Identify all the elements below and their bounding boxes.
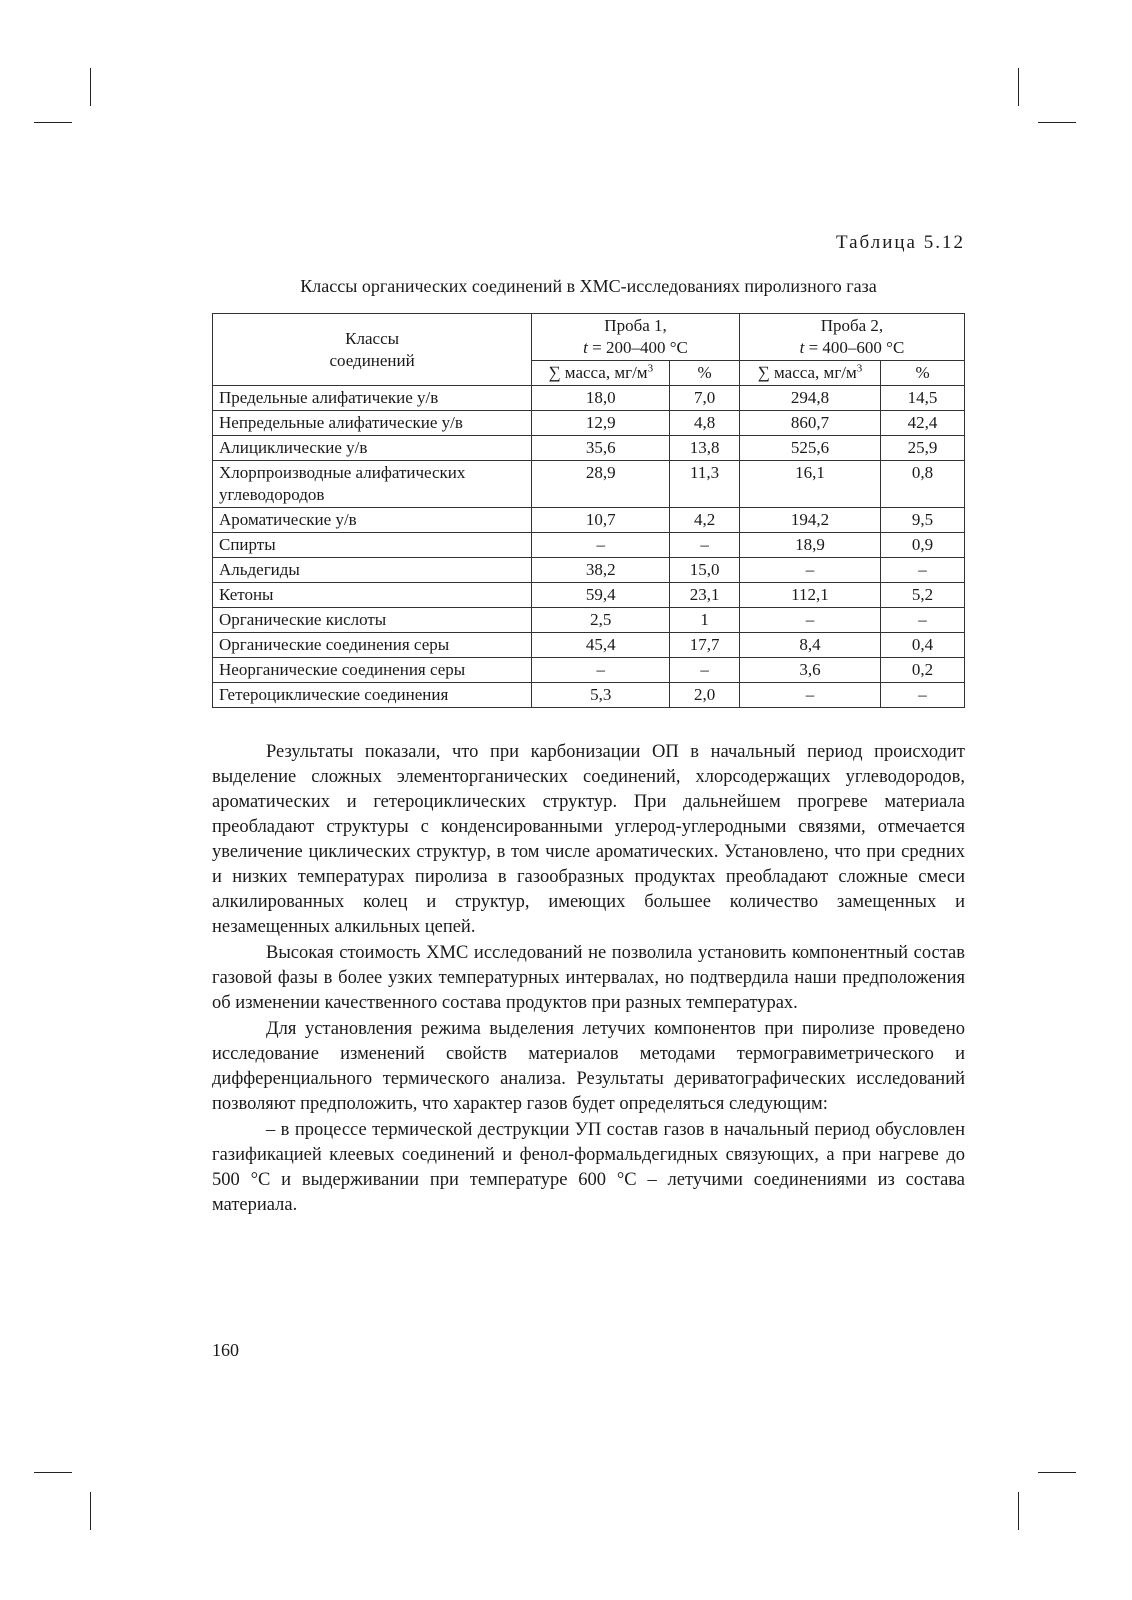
header-sample-1: Проба 1, t = 200–400 °С bbox=[532, 314, 740, 361]
table-row: Органические соединения серы 45,4 17,7 8,4 0,4 bbox=[213, 633, 965, 658]
crop-mark-bottom-right-v bbox=[1018, 1492, 1019, 1530]
table-row: Хлорпроизводные алифатических углеводородов 28,9 11,3 16,1 0,8 bbox=[213, 461, 965, 508]
paragraph: Результаты показали, что при карбонизации ОП в начальный период происходит выделение сложных элементорганических соединений, хлорсодержащих углеводородов, ароматических и гетероциклических структур. При дальнейшем прогреве материала преобладают структуры с конденсированными углерод-углеродными связями, отмечается увеличение циклических структур, в том числе ароматических. Установлено, что при средних и низких температурах пиролиза в газообразных продуктах преобладают сложные смеси алкилированных колец и структур, имеющих большее количество замещенных и незамещенных алкильных цепей. bbox=[212, 742, 965, 937]
header-percent-1: % bbox=[670, 361, 740, 386]
table-row: Гетероциклические соединения 5,3 2,0 – – bbox=[213, 683, 965, 708]
table-row: Альдегиды 38,2 15,0 – – bbox=[213, 558, 965, 583]
header-mass-1: ∑ масса, $мг/м^3$ bbox=[532, 361, 670, 386]
paragraph: Для установления режима выделения летучих компонентов при пиролизе проведено исследование изменений свойств материалов методами термогравиметрического и дифференциального термического анализа. Результаты дериватографических исследований позволяют предположить, что характер газов будет определяться следующим: bbox=[212, 1019, 965, 1114]
crop-mark-top-right-h bbox=[1038, 122, 1076, 123]
table-caption: Классы органических соединений в ХМС-исследованиях пиролизного газа bbox=[300, 276, 877, 296]
header-classes: Классы соединений bbox=[213, 314, 532, 386]
crop-mark-bottom-right-h bbox=[1038, 1472, 1076, 1473]
crop-mark-top-left-h bbox=[34, 122, 72, 123]
crop-mark-top-right-v bbox=[1018, 68, 1019, 106]
body-text bbox=[212, 740, 965, 1219]
compound-classes-table bbox=[212, 313, 965, 708]
table-row: Спирты – – 18,9 0,9 bbox=[213, 533, 965, 558]
table-row: Непредельные алифатические у/в 12,9 4,8 860,7 42,4 bbox=[213, 411, 965, 436]
paragraph: Высокая стоимость ХМС исследований не позволила установить компонентный состав газовой фазы в более узких температурных интервалах, но подтвердила наши предположения об изменении качественного состава продуктов при разных температурах. bbox=[212, 943, 965, 1013]
table-row: Ароматические у/в 10,7 4,2 194,2 9,5 bbox=[213, 508, 965, 533]
crop-mark-bottom-left-h bbox=[34, 1472, 72, 1473]
header-percent-2: % bbox=[881, 361, 965, 386]
crop-mark-top-left-v bbox=[90, 68, 91, 106]
table-header-row bbox=[213, 314, 965, 361]
paragraph: – в процессе термической деструкции УП состав газов в начальный период обусловлен газификацией клеевых соединений и фенол-формальдегидных связующих, а при нагреве до 500 °С и выдерживании при температуре 600 °С – летучими соединениями из состава материала. bbox=[212, 1120, 965, 1215]
header-sample-2: Проба 2, t = 400–600 °С bbox=[739, 314, 964, 361]
table-row: Алициклические у/в 35,6 13,8 525,6 25,9 bbox=[213, 436, 965, 461]
table-row: Предельные алифатичекие у/в 18,0 7,0 294,8 14,5 bbox=[213, 386, 965, 411]
table-row: Кетоны 59,4 23,1 112,1 5,2 bbox=[213, 583, 965, 608]
table-number: Таблица 5.12 bbox=[835, 232, 965, 253]
table-row: Органические кислоты 2,5 1 – – bbox=[213, 608, 965, 633]
header-mass-2: ∑ масса, $мг/м^3$ bbox=[739, 361, 880, 386]
crop-mark-bottom-left-v bbox=[90, 1492, 91, 1530]
table-row: Неорганические соединения серы – – 3,6 0,2 bbox=[213, 658, 965, 683]
page-number: 160 bbox=[212, 1340, 239, 1360]
